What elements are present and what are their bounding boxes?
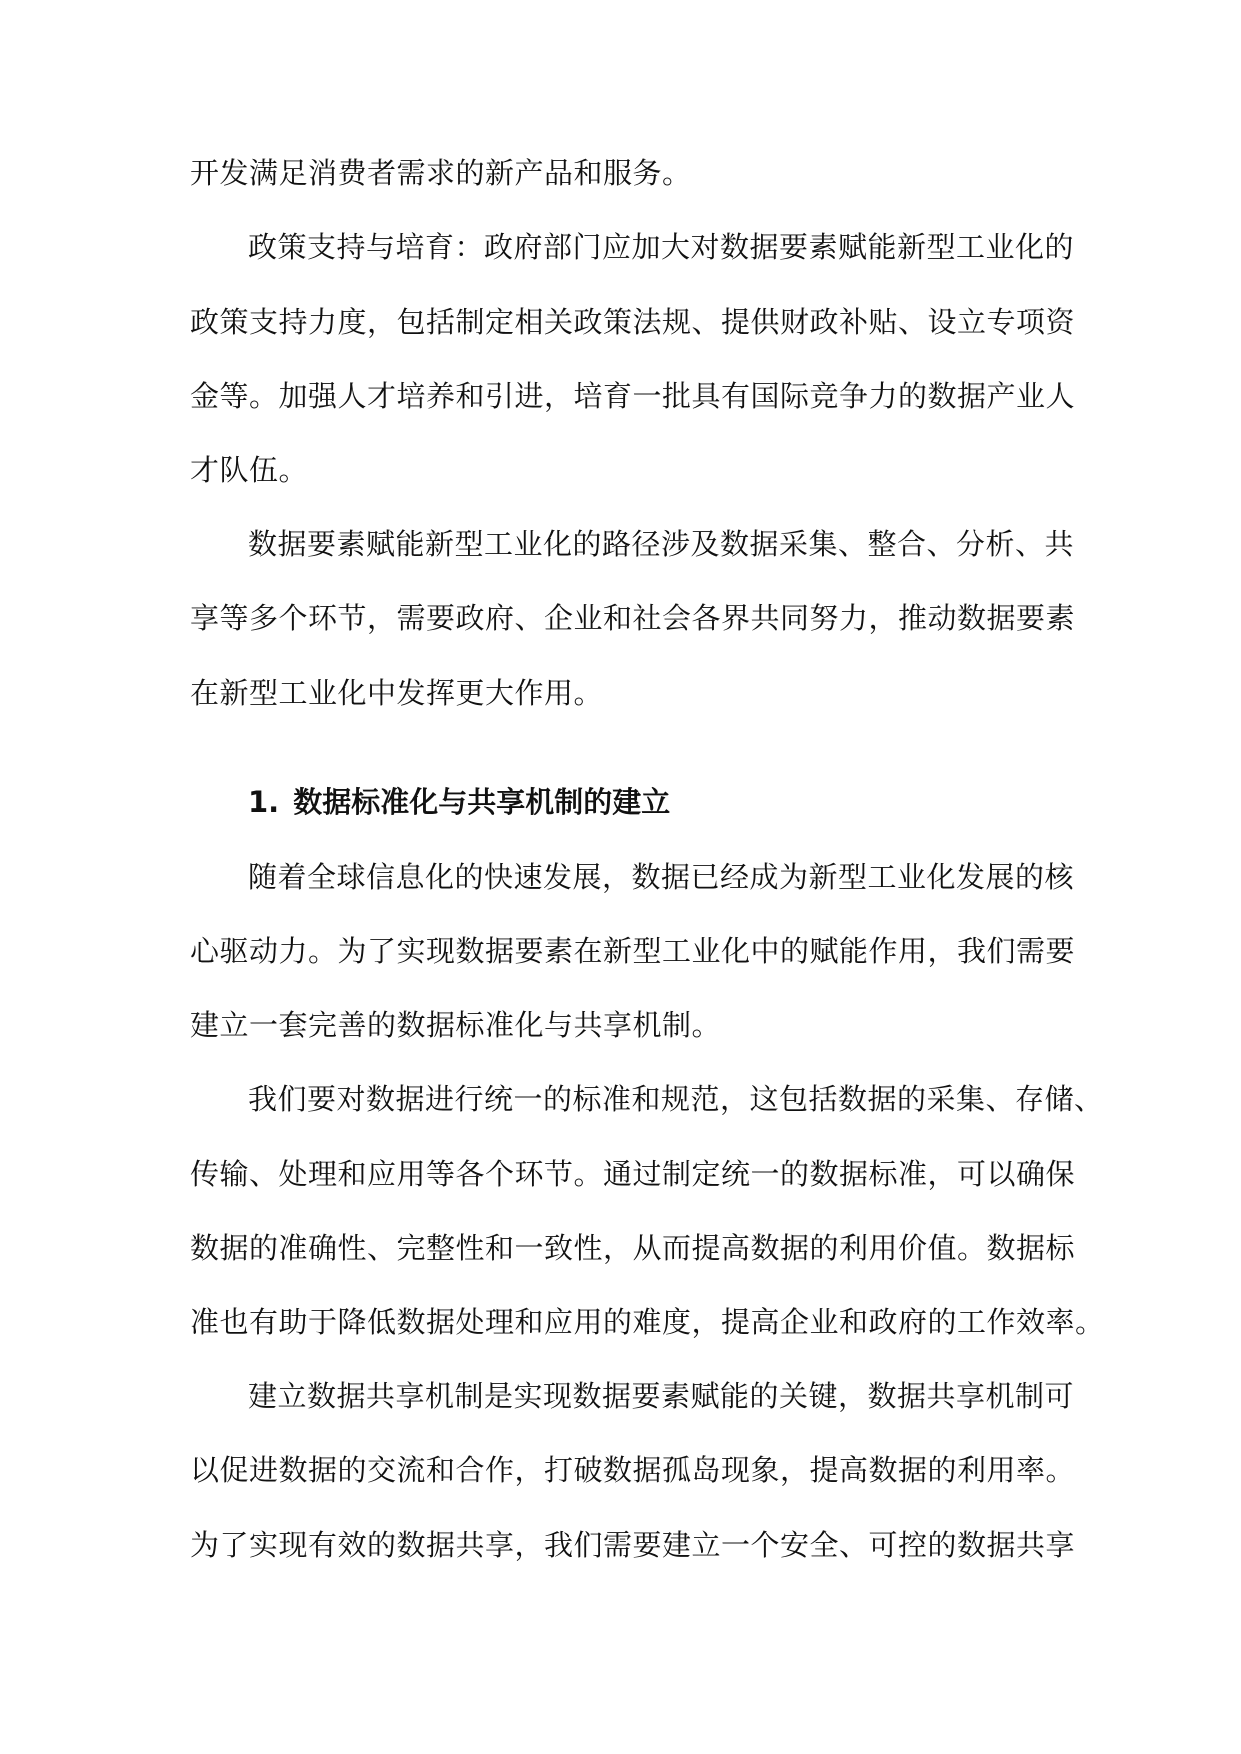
- paragraph-line: 随着全球信息化的快速发展，数据已经成为新型工业化发展的核: [248, 860, 1075, 894]
- paragraph-line: 政策支持与培育：政府部门应加大对数据要素赋能新型工业化的: [248, 230, 1075, 264]
- paragraph-line: 数据的准确性、完整性和一致性，从而提高数据的利用价值。数据标: [190, 1231, 1076, 1265]
- paragraph-line: 在新型工业化中发挥更大作用。: [190, 676, 604, 710]
- paragraph-line: 为了实现有效的数据共享，我们需要建立一个安全、可控的数据共享: [190, 1528, 1076, 1562]
- paragraph-line: 准也有助于降低数据处理和应用的难度，提高企业和政府的工作效率。: [190, 1305, 1105, 1339]
- paragraph-line: 享等多个环节，需要政府、企业和社会各界共同努力，推动数据要素: [190, 601, 1076, 635]
- paragraph-line: 金等。加强人才培养和引进，培育一批具有国际竞争力的数据产业人: [190, 379, 1076, 413]
- paragraph-line: 以促进数据的交流和合作，打破数据孤岛现象，提高数据的利用率。: [190, 1453, 1076, 1487]
- section-title: 数据标准化与共享机制的建立: [293, 785, 671, 819]
- section-number: 1.: [248, 785, 280, 819]
- paragraph-line: 才队伍。: [190, 453, 309, 487]
- paragraph-line: 建立数据共享机制是实现数据要素赋能的关键，数据共享机制可: [248, 1379, 1075, 1413]
- paragraph-line: 心驱动力。为了实现数据要素在新型工业化中的赋能作用，我们需要: [190, 934, 1076, 968]
- paragraph-line: 政策支持力度，包括制定相关政策法规、提供财政补贴、设立专项资: [190, 305, 1076, 339]
- paragraph-line: 开发满足消费者需求的新产品和服务。: [190, 156, 692, 190]
- section-heading: [248, 782, 670, 822]
- paragraph-line: 传输、处理和应用等各个环节。通过制定统一的数据标准，可以确保: [190, 1157, 1076, 1191]
- paragraph-line: 数据要素赋能新型工业化的路径涉及数据采集、整合、分析、共: [248, 527, 1075, 561]
- paragraph-line: 我们要对数据进行统一的标准和规范，这包括数据的采集、存储、: [248, 1082, 1104, 1116]
- paragraph-line: 建立一套完善的数据标准化与共享机制。: [190, 1008, 722, 1042]
